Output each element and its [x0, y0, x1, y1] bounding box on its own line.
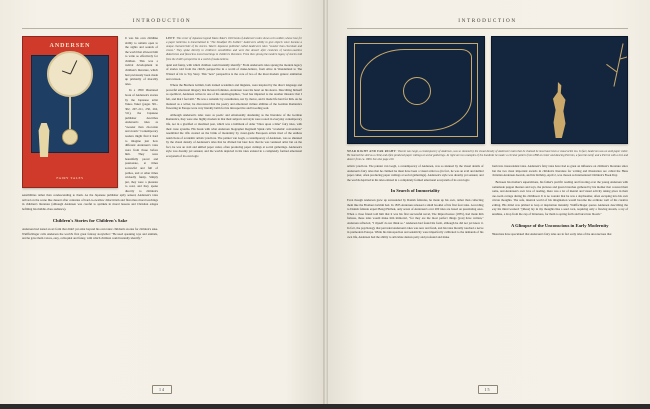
- section-heading-childrens-stories: Children's Stories for Children's Sake: [52, 217, 128, 223]
- left-column-1: [22, 36, 158, 366]
- right-col2-para-2: Historians have speculated that Andersen's fairy tales are in fact early tales of the unconscious that: [491, 232, 612, 237]
- right-page: [325, 0, 650, 404]
- caption-lead-left: LEFT:: [166, 36, 176, 40]
- right-col2-para-0: them into transcendent tales. Andersen's fairy tales have had as great an influence on children's literature since that the two most important awards in children's literature for writing and illustration are called the Hans Christian Andersen Awards, and his birthday, April 2, was chosen as International Children's Book Day.: [491, 164, 628, 178]
- caption-lead-right: NEAR RIGHT AND FAR RIGHT:: [347, 149, 397, 153]
- tree-branch-shape: [613, 43, 623, 86]
- paper-cutting-artworks: [347, 36, 628, 144]
- left-col2-para-1: Where the Brothers Grimm, both trained academics and linguists, were inspired by the direct language and powerful emotional imagery that Revered folktales, Andersen wore his heart on his sleeve. Describing himself as apolitical, Andersen writes in one of his autobiographies, "God has imparted to me another mission: that I felt, and that I feel still." He was a romantic by constitution, not by choice, and it made life hard for him. As he matured as a writer, he discovered that the poetry and emotional vulture abilities of the German Romantics flowering in Europe were very literally balm for his introspective and brooding soul.: [166, 83, 302, 111]
- section-heading-immortality: In Search of Immortality: [390, 188, 440, 194]
- artwork-title-text: ANDERSEN: [49, 43, 91, 49]
- folio-right-number: 15: [478, 385, 498, 394]
- caption-body-right: Vincent van Gogh, a contemporary of Andersen, was so stunned by the visual density of Andersen's tales that he claimed he must have been a visual artist too. In fact, Andersen was an avid paper cutter. He learned the skill as a child, and often produced paper cuttings at social gatherings. At right are two examples of the hundreds he made: a circular pattern from 1868 at center and dancing Pierrots, a favorite motif, and a Pierrot with a tree and dancer from ca. 1860. See also page 229.: [347, 149, 629, 162]
- right-column-1: [347, 164, 484, 409]
- silhouette-panel: [491, 36, 629, 144]
- pendulum-bob-shape: [62, 129, 78, 145]
- left-col2-para-2: Although Andersen's tales were as poetic and emotionally deadening as the literature of the German Romantics, they were also highly modern in that their subjects and style were rooted in everyday contemporary life, not in a glorified or idealized past, which was a hallmark of older "Once upon a time" fairy tales, with their caste systems. His break with what Andersen biographer Reginald Spink calls "academic conventions" resembled the rifts created on the brink of modernity by avant-garde European artists tired of the endless restrictions of academic artistic practices. The painter van Gogh, a contemporary of Andersen, was so shunned by the visual density of Andersen's tales that he divined but later how that he was ventured artist but on the fact, he was an avid and skilled paper cutter, often producing paper cuttings at social gatherings. Andersen's style was dreamy yet sensual, and the worlds depicted in his tales existed in a completely formed emotional ecosystem of its own logic.: [166, 112, 302, 158]
- left-col2-para-0: quial and funny, with which children could instantly identify." From Andersen's tales sprang the modern legacy of stories told from the child's perspective in a world of make-believe, from Alice in Wonderland to The Wizard of Oz to Toy Story. This "new" perspective is the core of two of the most modern genres: animation and cartoon.: [166, 62, 302, 81]
- artwork-caption-text: FAIRY TALES: [56, 175, 84, 180]
- left-column-2: [166, 36, 302, 366]
- left-col1-para-0: It was his own childlike ability to remain open to the sights and sounds of the world that allowed him to write so effectively for children. This was a radical development in children's literature, which had previously been made up primarily of morality tales.: [125, 36, 158, 86]
- andersen-book-cover-artwork: [22, 36, 118, 188]
- section-heading-unconscious: A Glimpse of the Unconscious in Early Modernity: [510, 222, 609, 228]
- left-page-figure-caption: [166, 36, 302, 61]
- ornament-shape: [354, 43, 478, 137]
- running-head-left: INTRODUCTION: [132, 18, 192, 24]
- left-col1-para-2: Andersen had tasted an art form that didn't yet exist beyond his own tales: children's stories for children's sake. Wulffschlager calls Andersen the world's first great fantasy storyteller: "He used speaking toys and animals, and he gave them voices, easy, colloquial and funny, with which children could instantly identify.": [22, 227, 158, 241]
- right-col2-para-1: Between his mother's superstitions, his father's prolific reading and favoring over the young Andersen with homemade puppet theaters and toys, the pictures and green branches gathered by his mother that covered their home, and Andersen's own love of reading, there was a lot of mental and visual activity taking place in their one-room cottage during his childhood. It is no wonder that he was a daydreamer, often escaping into his own private thoughts. The safe, internal world of his imagination would become the ordinate well of his creative writing. His mind was primed to leap at inspiration instantly. Wulffschlager quotes Andersen describing the way his mind worked: "[Ideas] lay in my thoughts like a seed corn, requiring only a flowing stream, a ray of sunshine, a drop from the cup of bitterness, for them to spring forth and burst into bloom.": [491, 180, 628, 216]
- right-col1-para-0: artistic practices. The painter van Gogh, a contemporary of Andersen, was so stunned by the visual details of Andersen's fairy tales that he claimed he must have been a visual artist too (in fact, he was an avid and skilled paper cutter, often producing paper cuttings at social gatherings). Andersen's style was dreamy yet sensual, and the worlds depicted in his tales existed in a completely formed emotional ecosystem of its own logic.: [347, 164, 484, 182]
- folio-right: [325, 385, 650, 394]
- folio-left: [0, 385, 324, 394]
- right-column-2: [492, 164, 629, 409]
- left-page: [0, 0, 325, 404]
- left-col1-para-1: In a 1859 illustrated book of Andersen's stories by the Japanese artist Takeo Takei (pages 301–302, 207–211, 250, 262, 311), the Japanese publisher describes Andersen's tales as "sweeter than chocolate and cream." Contemporary readers might find it hard to imagine just how different Andersen's tales were from those before him. They were beautifully paced and passionate, at times sorrowful and full of pathos, and at other times wickedly funny. Simply put, they were a pleasure to read, and they spoke directly to children's sensibilities rather than condescending to them. As the Japanese publisher aptly sensed, Andersen's tales arrived on the scene like dessert after centuries of hard-to-swallow didacticism and flavorless moral teachings in children's literature (although Andersen was careful to sprinkle in moral lessons and Christian adages befitting his middle-class audience).: [22, 88, 158, 211]
- pendulum-shape: [69, 95, 71, 131]
- right-page-figure-caption: [347, 149, 628, 161]
- pierrot-silhouette-shape: [546, 82, 572, 138]
- right-col1-para-1: Even though Andersen grew up surrounded by Danish folktales, he made up his own, rather than collecting them like the Brothers Grimm had. In 1835 Andersen released a small booklet of his first four tales. According to Danish folktale expert Bengt Holbek, only seven of Andersen's over 200 tales are based on preexisting ones. When a close friend told him that it was his first successful novel, The Improvisatore (1835), had made him famous, these tales would make him immortal, "for they are the most perfect things [you] have written," Andersen reflected, "I myself do not think so." Andersen had found his form, although he did not yet know it. In fact, the psychology that pervaded Andersen's tales was new and fresh, and his tales literally touched a nerve in premodern Europe. While his introspection and sensitivity were imperfectly calibrated to the demands of his own life, Andersen had the ability to articulate desires petty and profound and make: [347, 198, 484, 239]
- caption-body-left: This cover of Japanese legend Takeo Takei's 1929 book of Andersen's tales shows a tin soldier, whose love for a paper ballerina is immortalized in "The Steadfast Tin Soldier." Andersen's ability to give objects voice became a unique characteristic of his stories. Takei's Japanese publisher called Andersen's tales "sweeter than chocolate and cream." They spoke directly to children's sensibilities and were like dessert after centuries of hard-to-swallow didacticism and flavorless moral teachings in children's literature. From then sprang the modern legacy of stories told from the child's perspective in a world of make-believe.: [166, 36, 302, 61]
- ornamental-frame-panel: [347, 36, 485, 144]
- header-rule-left: [22, 28, 302, 29]
- clock-face-icon: [47, 51, 93, 97]
- folio-left-number: 14: [152, 385, 172, 394]
- header-rule-right: [347, 28, 628, 29]
- running-head-right: INTRODUCTION: [458, 18, 517, 24]
- left-page-columns: [22, 36, 302, 366]
- right-page-columns: [347, 164, 628, 409]
